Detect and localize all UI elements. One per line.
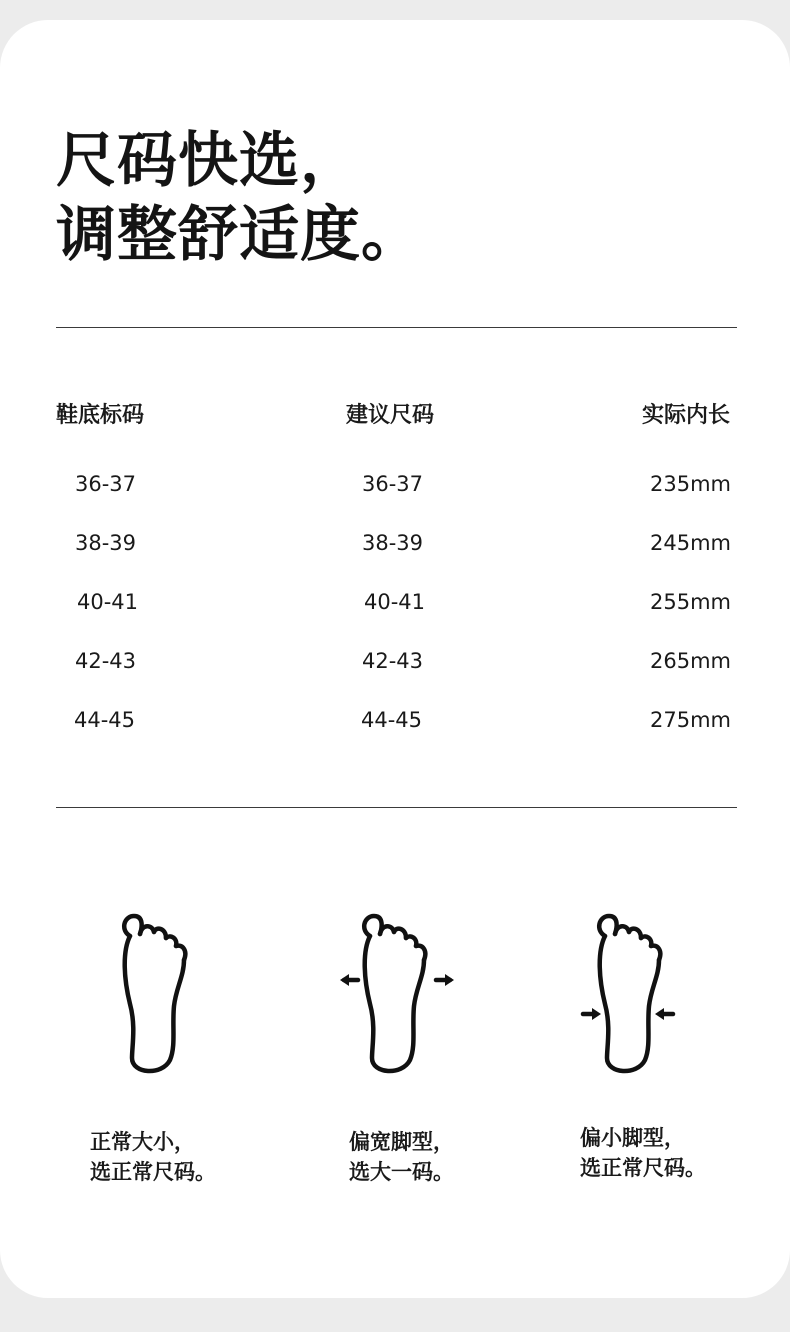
row-2-sole-size: 38-39 xyxy=(75,531,137,555)
headline-line-2: 调整舒适度。 xyxy=(56,200,422,270)
caption-normal-line-2: 选正常尺码。 xyxy=(90,1160,216,1184)
headline xyxy=(56,124,422,272)
row-3-suggested-size: 40-41 xyxy=(364,590,426,614)
row-1-suggested-size: 36-37 xyxy=(362,472,424,496)
caption-wide-line-2: 选大一码。 xyxy=(349,1160,454,1184)
header-suggested-size: 建议尺码 xyxy=(346,403,435,428)
normal-foot-icon xyxy=(96,908,216,1078)
row-1-sole-size: 36-37 xyxy=(75,472,137,496)
caption-narrow-line-1: 偏小脚型， xyxy=(580,1126,685,1150)
row-2-inner-length: 245mm xyxy=(650,531,731,555)
row-2-suggested-size: 38-39 xyxy=(362,531,424,555)
row-4-inner-length: 265mm xyxy=(650,649,731,673)
row-3-sole-size: 40-41 xyxy=(77,590,139,614)
caption-normal-foot xyxy=(90,1127,216,1187)
narrow-foot-icon xyxy=(571,908,691,1078)
header-sole-size: 鞋底标码 xyxy=(56,403,145,428)
header-inner-length: 实际内长 xyxy=(642,403,731,428)
headline-line-1: 尺码快选， xyxy=(56,126,361,196)
row-5-sole-size: 44-45 xyxy=(74,708,136,732)
top-divider xyxy=(56,327,737,328)
caption-narrow-foot xyxy=(580,1123,706,1183)
row-3-inner-length: 255mm xyxy=(650,590,731,614)
caption-normal-line-1: 正常大小， xyxy=(90,1130,195,1154)
row-1-inner-length: 235mm xyxy=(650,472,731,496)
caption-wide-foot xyxy=(349,1127,454,1187)
row-5-suggested-size: 44-45 xyxy=(361,708,423,732)
wide-foot-icon xyxy=(336,908,456,1078)
row-4-sole-size: 42-43 xyxy=(75,649,137,673)
row-4-suggested-size: 42-43 xyxy=(362,649,424,673)
row-5-inner-length: 275mm xyxy=(650,708,731,732)
bottom-divider xyxy=(56,807,737,808)
caption-wide-line-1: 偏宽脚型， xyxy=(349,1130,454,1154)
size-guide-card xyxy=(0,20,790,1298)
caption-narrow-line-2: 选正常尺码。 xyxy=(580,1156,706,1180)
